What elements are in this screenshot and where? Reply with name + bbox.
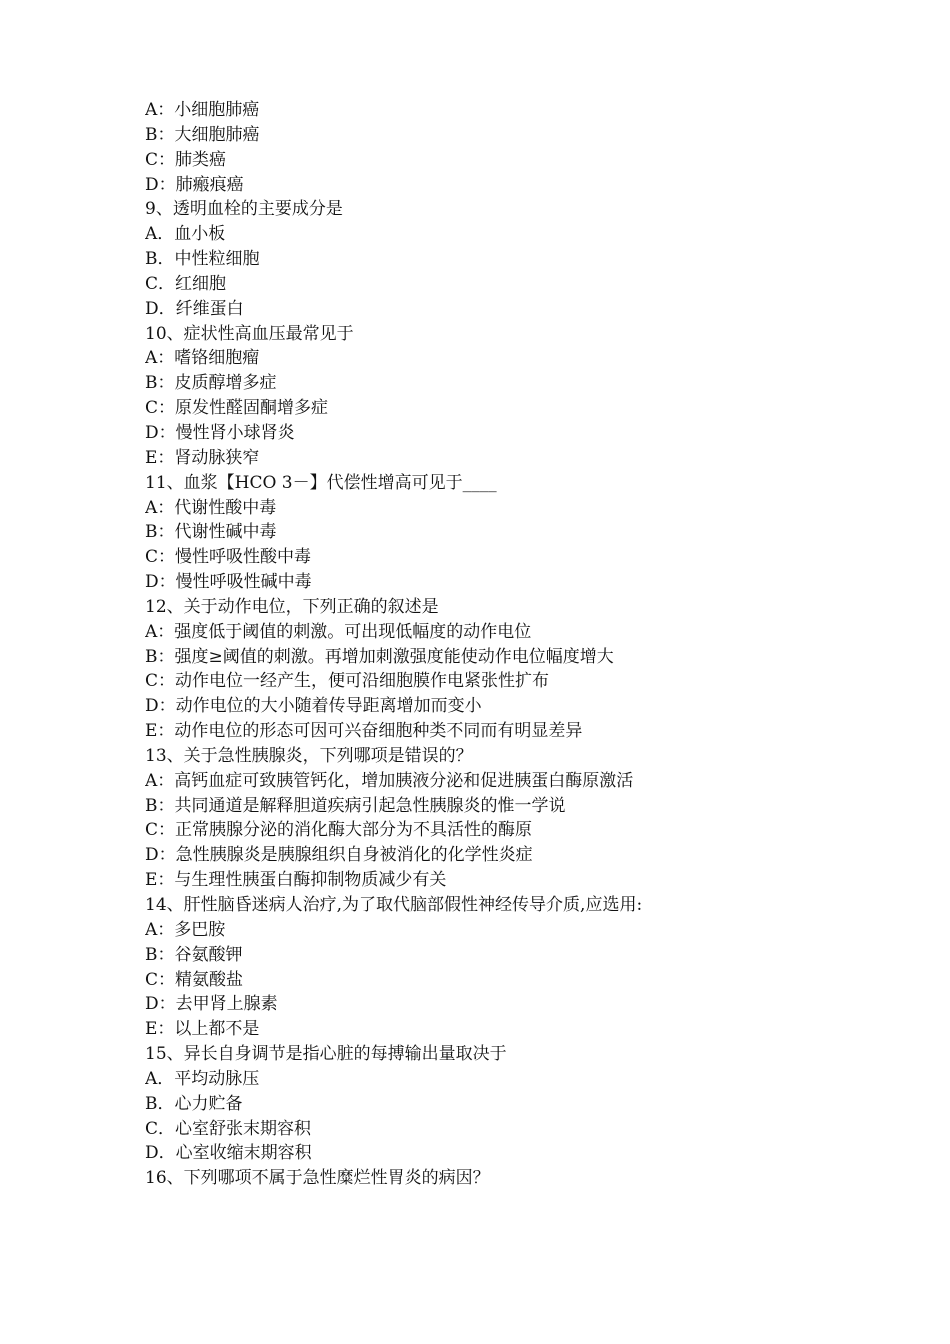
option-line: A：代谢性酸中毒 [145, 497, 277, 518]
option-line: B．中性粒细胞 [145, 249, 260, 270]
option-line: A：小细胞肺癌 [145, 100, 260, 120]
option-line: A．平均动脉压 [145, 1068, 260, 1089]
option-line: B：大细胞肺癌 [145, 124, 260, 145]
option-line: A：强度低于阈值的刺激。可出现低幅度的动作电位 [145, 621, 532, 642]
option-line: C：慢性呼吸性酸中毒 [145, 547, 312, 568]
option-line: B．心力贮备 [145, 1093, 243, 1114]
option-line: D：动作电位的大小随着传导距离增加而变小 [145, 696, 482, 717]
option-line: E：与生理性胰蛋白酶抑制物质减少有关 [145, 870, 447, 891]
option-line: D：慢性呼吸性碱中毒 [145, 572, 312, 593]
option-line: B：代谢性碱中毒 [145, 522, 277, 543]
option-line: D：肺瘢痕癌 [145, 174, 244, 195]
question-line: 11、血浆【HCO 3－】代偿性增高可见于____ [145, 472, 497, 493]
question-line: 15、异长自身调节是指心脏的每搏输出量取决于 [145, 1044, 507, 1065]
option-line: A：多巴胺 [145, 919, 226, 940]
question-line: 12、关于动作电位，下列正确的叙述是 [145, 596, 439, 617]
option-line: D：去甲肾上腺素 [145, 994, 278, 1015]
option-line: D．心室收缩末期容积 [145, 1143, 312, 1164]
question-line: 10、症状性高血压最常见于 [145, 323, 354, 344]
option-line: C：原发性醛固酮增多症 [145, 398, 329, 419]
option-line: E：以上都不是 [145, 1019, 260, 1040]
question-line: 14、肝性脑昏迷病人治疗,为了取代脑部假性神经传导介质,应选用: [145, 895, 643, 915]
option-line: B：强度≥阈值的刺激。再增加刺激强度能使动作电位幅度增大 [145, 646, 614, 667]
option-line: A：嗜铬细胞瘤 [145, 348, 260, 369]
option-line: C．红细胞 [145, 273, 227, 294]
option-line: C．心室舒张末期容积 [145, 1118, 312, 1139]
option-line: B：谷氨酸钾 [145, 944, 243, 965]
option-line: C：精氨酸盐 [145, 969, 244, 990]
option-line: C：动作电位一经产生，便可沿细胞膜作电紧张性扩布 [145, 671, 550, 692]
option-line: D：慢性肾小球肾炎 [145, 422, 295, 443]
option-line: B：皮质醇增多症 [145, 373, 277, 394]
option-line: D．纤维蛋白 [145, 298, 244, 319]
option-line: C：肺类癌 [145, 149, 227, 170]
option-line: E：动作电位的形态可因可兴奋细胞种类不同而有明显差异 [145, 721, 583, 742]
question-line: 13、关于急性胰腺炎，下列哪项是错误的？ [145, 745, 473, 766]
option-line: D：急性胰腺炎是胰腺组织自身被消化的化学性炎症 [145, 845, 533, 866]
question-line: 16、下列哪项不属于急性糜烂性胃炎的病因？ [145, 1168, 490, 1189]
option-line: A：高钙血症可致胰管钙化，增加胰液分泌和促进胰蛋白酶原激活 [145, 770, 634, 791]
option-line: B：共同通道是解释胆道疾病引起急性胰腺炎的惟一学说 [145, 795, 566, 816]
option-line: C：正常胰腺分泌的消化酶大部分为不具活性的酶原 [145, 820, 533, 841]
option-line: A．血小板 [145, 224, 226, 245]
document-page [145, 98, 905, 1191]
option-line: E：肾动脉狭窄 [145, 447, 260, 468]
question-line: 9、透明血栓的主要成分是 [145, 199, 343, 220]
